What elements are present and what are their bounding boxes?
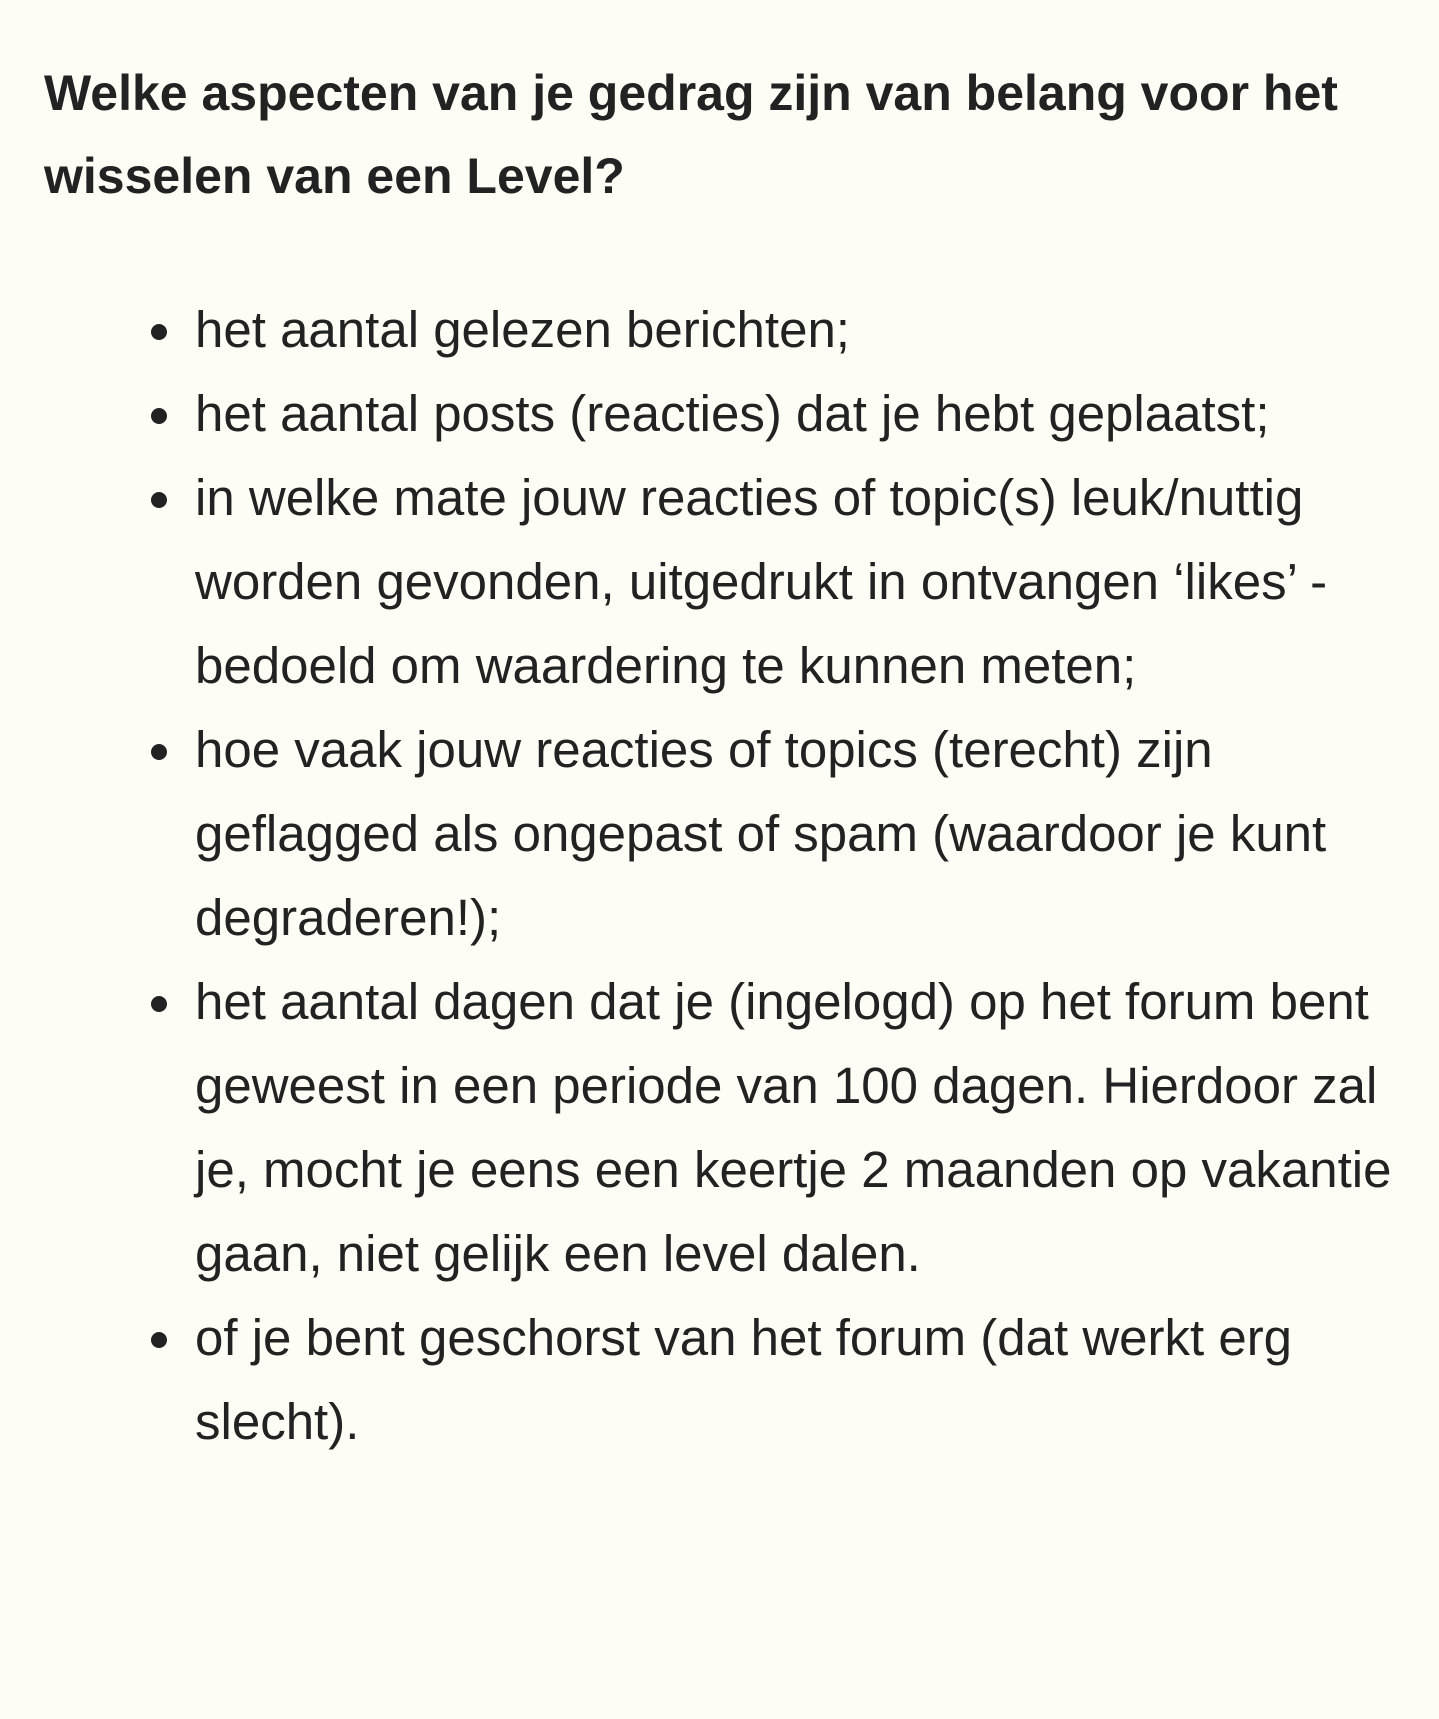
bullet-icon (151, 324, 167, 340)
list-item (195, 456, 1409, 708)
list-item (195, 708, 1409, 960)
list-item-text: of je bent geschorst van het forum (dat werkt erg slecht). (195, 1309, 1293, 1450)
list-item (195, 288, 1409, 372)
list-item (195, 1296, 1409, 1464)
bullet-icon (151, 492, 167, 508)
bullet-icon (151, 408, 167, 424)
list-item-text: in welke mate jouw reacties of topic(s) leuk/nuttig worden gevonden, uitgedrukt in ontvangen ‘likes’ - bedoeld om waardering te kunnen meten; (195, 469, 1328, 694)
list-item-text: het aantal posts (reacties) dat je hebt geplaatst; (195, 385, 1270, 442)
list-item (195, 372, 1409, 456)
article-heading: Welke aspecten van je gedrag zijn van belang voor het wisselen van een Level? (44, 65, 1338, 204)
bullet-icon (151, 996, 167, 1012)
list-item-text: het aantal dagen dat je (ingelogd) op het forum bent geweest in een periode van 100 dagen. Hierdoor zal je, mocht je eens een keertje 2 maanden op vakantie gaan, niet gelijk een level dalen. (195, 973, 1392, 1282)
bullet-icon (151, 744, 167, 760)
list-item-text: het aantal gelezen berichten; (195, 301, 850, 358)
criteria-list (44, 288, 1409, 1464)
list-item (195, 960, 1409, 1296)
bullet-icon (151, 1332, 167, 1348)
list-item-text: hoe vaak jouw reacties of topics (terecht) zijn geflagged als ongepast of spam (waardoor je kunt degraderen!); (195, 721, 1327, 946)
